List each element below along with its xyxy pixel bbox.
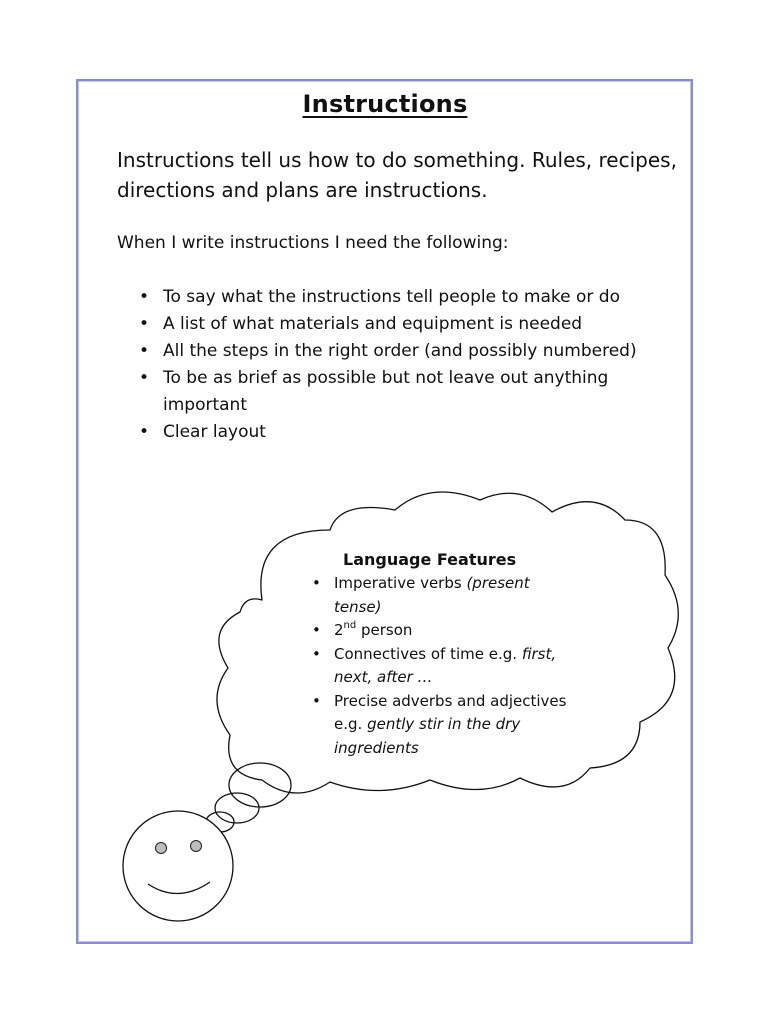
bullet-icon: • <box>139 368 150 388</box>
list-item-text: To say what the instructions tell people to make or do <box>163 287 620 307</box>
ordinal-suffix: nd <box>343 620 357 631</box>
list-item <box>310 619 572 643</box>
bullet-icon: • <box>139 422 150 442</box>
list-item-italic: (present tense) <box>334 574 530 616</box>
need-heading: When I write instructions I need the following: <box>117 233 509 253</box>
list-item-text: To be as brief as possible but not leave out anything important <box>163 368 609 415</box>
bullet-icon: • <box>312 691 321 710</box>
list-item <box>310 690 572 761</box>
language-features-list <box>310 572 572 760</box>
list-item-text: Clear layout <box>163 422 266 442</box>
bullet-icon: • <box>312 621 321 639</box>
intro-paragraph: Instructions tell us how to do something. Rules, recipes, directions and plans are instructions. <box>117 148 677 202</box>
list-item-text: Connectives of time e.g. <box>334 644 522 663</box>
bullet-icon: • <box>139 341 150 361</box>
left-eye-icon <box>156 843 167 854</box>
bullet-icon: • <box>139 287 150 307</box>
ordinal-number: 2 <box>334 621 344 639</box>
list-item-text: A list of what materials and equipment is needed <box>163 314 583 334</box>
list-item-text: Imperative verbs <box>334 574 467 592</box>
list-item-text: person <box>356 621 413 639</box>
list-item-italic: gently stir in the dry ingredients <box>334 715 521 757</box>
list-item-text: Precise adverbs and adjectives e.g. <box>334 691 567 733</box>
bullet-icon: • <box>312 574 321 592</box>
bullet-icon: • <box>312 644 321 663</box>
smiley-face-icon <box>123 811 233 921</box>
bullet-icon: • <box>139 314 150 334</box>
list-item <box>310 572 572 619</box>
list-item-italic: first, next, after … <box>334 644 557 686</box>
right-eye-icon <box>191 841 202 852</box>
list-item-text: All the steps in the right order (and possibly numbered) <box>163 341 637 361</box>
page-title: Instructions <box>302 90 468 118</box>
language-features-title: Language Features <box>343 550 517 569</box>
list-item <box>310 643 572 690</box>
